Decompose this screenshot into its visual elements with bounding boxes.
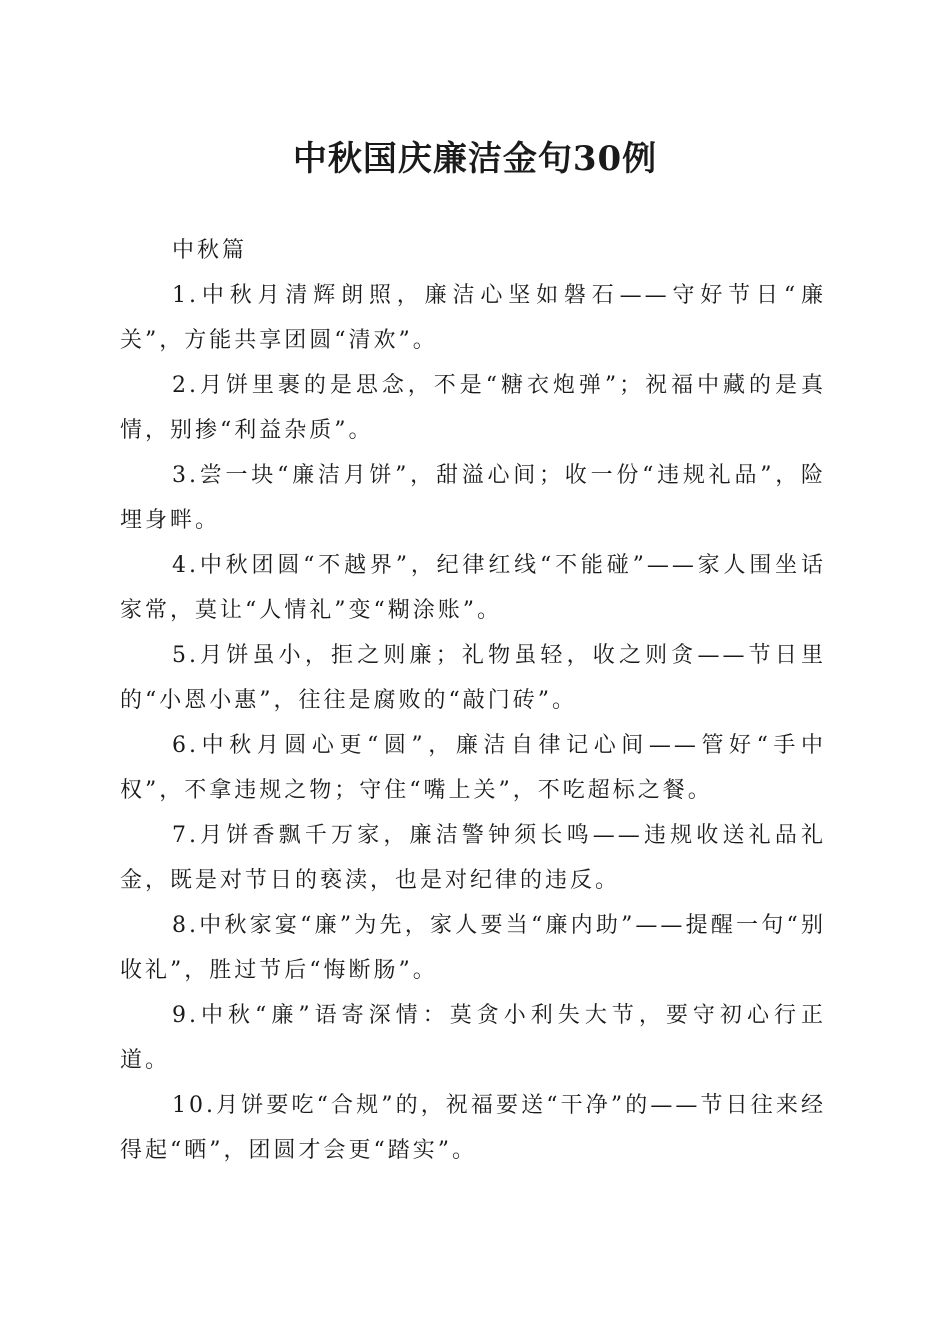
list-item: 1.中秋月清辉朗照，廉洁心坚如磐石——守好节日“廉关”，方能共享团圆“清欢”。 [120, 283, 826, 353]
list-item: 6.中秋月圆心更“圆”，廉洁自律记心间——管好“手中权”，不拿违规之物；守住“嘴上关”，不吃超标之餐。 [120, 733, 826, 803]
list-item: 3.尝一块“廉洁月饼”，甜溢心间；收一份“违规礼品”，险埋身畔。 [120, 463, 826, 533]
document-title: 中秋国庆廉洁金句30例 [292, 139, 658, 179]
list-item: 4.中秋团圆“不越界”，纪律红线“不能碰”——家人围坐话家常，莫让“人情礼”变“糊涂账”。 [120, 553, 826, 623]
list-item: 5.月饼虽小，拒之则廉；礼物虽轻，收之则贪——节日里的“小恩小惠”，往往是腐败的“敲门砖”。 [120, 643, 826, 713]
document-body [120, 228, 826, 1173]
list-item: 7.月饼香飘千万家，廉洁警钟须长鸣——违规收送礼品礼金，既是对节日的亵渎，也是对纪律的违反。 [120, 823, 826, 893]
list-item: 2.月饼里裹的是思念，不是“糖衣炮弹”；祝福中藏的是真情，别掺“利益杂质”。 [120, 373, 826, 443]
section-heading: 中秋篇 [172, 238, 248, 263]
list-item: 10.月饼要吃“合规”的，祝福要送“干净”的——节日往来经得起“晒”，团圆才会更“踏实”。 [120, 1093, 826, 1163]
list-item: 8.中秋家宴“廉”为先，家人要当“廉内助”——提醒一句“别收礼”，胜过节后“悔断肠”。 [120, 913, 826, 983]
list-item: 9.中秋“廉”语寄深情：莫贪小利失大节，要守初心行正道。 [120, 1003, 826, 1073]
